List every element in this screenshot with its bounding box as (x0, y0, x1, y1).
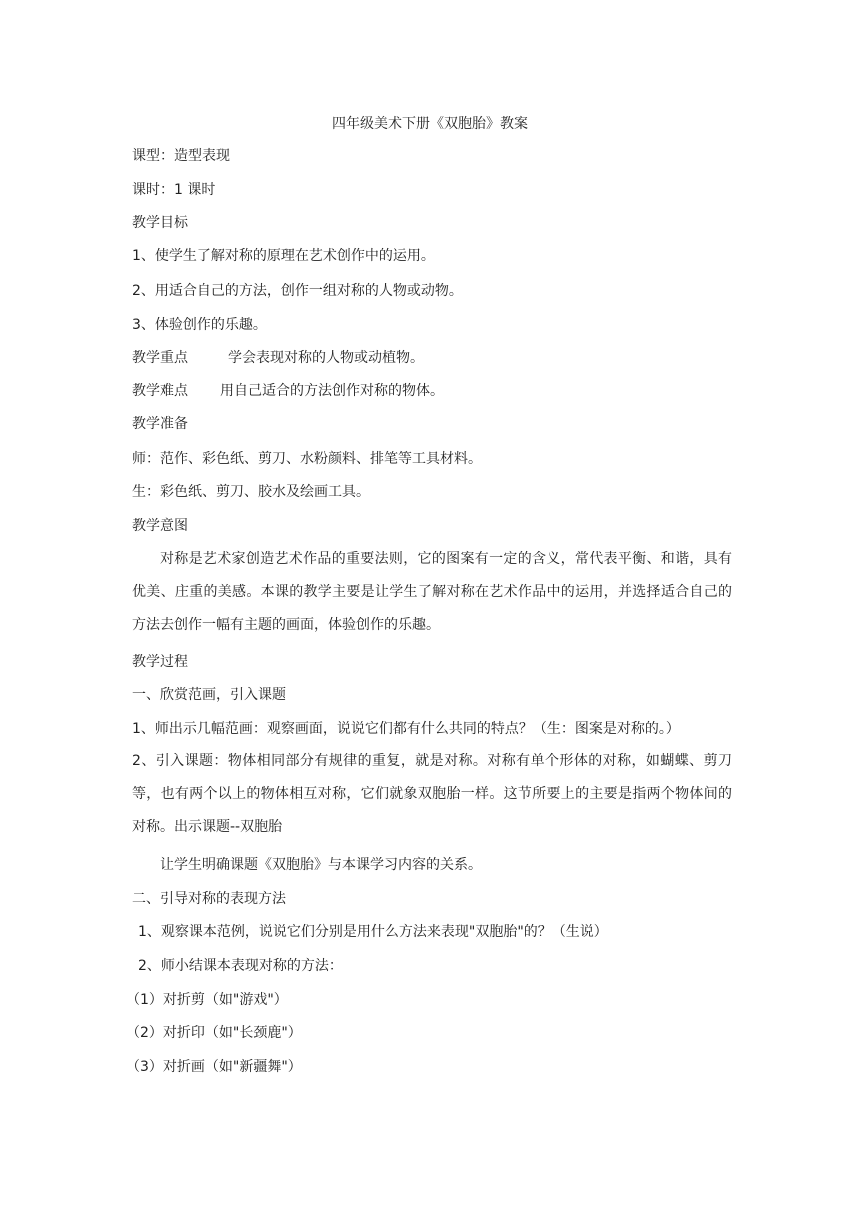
method-item: （3）对折画（如"新疆舞"） (126, 1059, 302, 1075)
prep-heading: 教学准备 (132, 416, 188, 432)
key-point-row (132, 348, 424, 368)
method-item: （2）对折印（如"长颈鹿"） (126, 1025, 302, 1041)
intent-paragraph: 对称是艺术家创造艺术作品的重要法则，它的图案有一定的含义，常代表平衡、和谐，具有优美、庄重的美感。本课的教学主要是让学生了解对称在艺术作品中的运用，并选择适合自己的方法去创作一幅有主题的画面，体验创作的乐趣。 (132, 551, 732, 633)
section2-item: 2、师小结课本表现对称的方法： (138, 958, 343, 974)
difficulty-text: 用自己适合的方法创作对称的物体。 (220, 383, 444, 399)
objective-item: 2、用适合自己的方法，创作一组对称的人物或动物。 (132, 283, 463, 299)
prep-student: 生：彩色纸、剪刀、胶水及绘画工具。 (132, 484, 370, 500)
prep-teacher: 师：范作、彩色纸、剪刀、水粉颜料、排笔等工具材料。 (132, 451, 482, 467)
difficulty-label: 教学难点 (132, 383, 188, 399)
objective-item: 1、使学生了解对称的原理在艺术创作中的运用。 (132, 248, 435, 264)
objectives-heading: 教学目标 (132, 215, 188, 231)
section1-item: 2、引入课题：物体相同部分有规律的重复，就是对称。对称有单个形体的对称，如蝴蝶、剪刀等，也有两个以上的物体相互对称，它们就象双胞胎一样。这节所要上的主要是指两个物体间的对称。出示课题--双胞胎 (132, 753, 732, 835)
key-point-text: 学会表现对称的人物或动植物。 (228, 350, 424, 366)
document-title: 四年级美术下册《双胞胎》教案 (332, 116, 528, 132)
class-hours: 课时：1 课时 (132, 182, 216, 198)
section2-heading: 二、引导对称的表现方法 (132, 891, 286, 907)
section1-item: 1、师出示几幅范画：观察画面，说说它们都有什么共同的特点？（生：图案是对称的。） (132, 721, 680, 737)
section1-heading: 一、欣赏范画，引入课题 (132, 687, 286, 703)
course-type: 课型：造型表现 (132, 148, 230, 164)
section2-item: 1、观察课本范例，说说它们分别是用什么方法来表现"双胞胎"的？（生说） (138, 924, 608, 940)
section1-note: 让学生明确课题《双胞胎》与本课学习内容的关系。 (160, 857, 482, 873)
intent-heading: 教学意图 (132, 518, 188, 534)
difficulty-row (132, 381, 444, 401)
process-heading: 教学过程 (132, 654, 188, 670)
method-item: （1）对折剪（如"游戏"） (126, 992, 288, 1008)
key-point-label: 教学重点 (132, 350, 188, 366)
objective-item: 3、体验创作的乐趣。 (132, 317, 267, 333)
